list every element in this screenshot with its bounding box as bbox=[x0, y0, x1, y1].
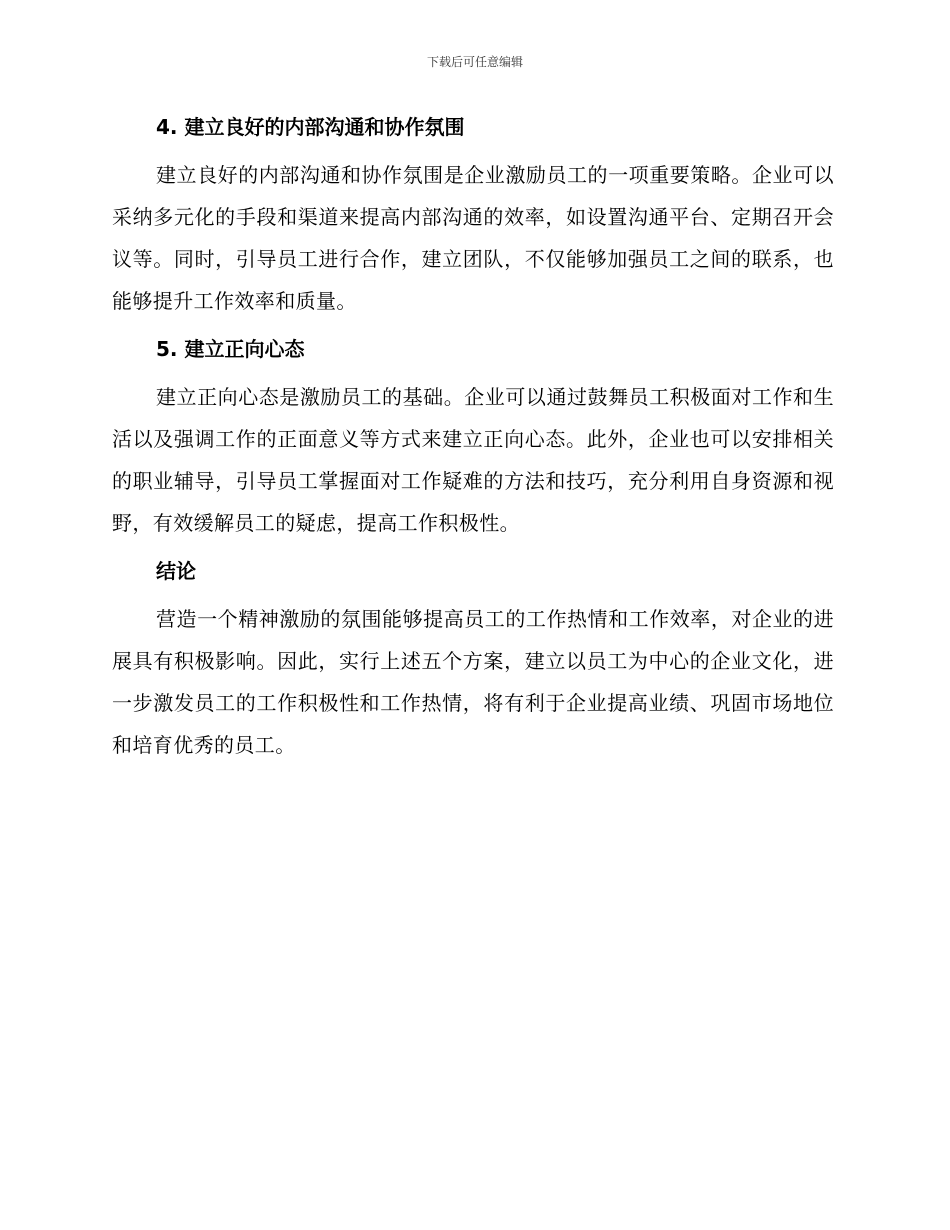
section-heading: 4. 建立良好的内部沟通和协作氛围 bbox=[156, 115, 465, 139]
page-header: 下载后可任意编辑 bbox=[426, 55, 523, 69]
section-paragraph: 建立正向心态是激励员工的基础。企业可以通过鼓舞员工积极面对工作和生活以及强调工作的正面意义等方式来建立正向心态。此外，企业也可以安排相关的职业辅导，引导员工掌握面对工作疑难的方法和技巧，充分利用自身资源和视野，有效缓解员工的疑虑，提高工作积极性。 bbox=[112, 385, 834, 535]
section-internal-communication bbox=[112, 108, 834, 322]
section-conclusion bbox=[112, 552, 834, 766]
section-heading: 5. 建立正向心态 bbox=[156, 337, 305, 361]
section-paragraph: 营造一个精神激励的氛围能够提高员工的工作热情和工作效率，对企业的进展具有积极影响。因此，实行上述五个方案，建立以员工为中心的企业文化，进一步激发员工的工作积极性和工作热情，将有利于企业提高业绩、巩固市场地位和培育优秀的员工。 bbox=[112, 607, 834, 757]
section-positive-mindset bbox=[112, 330, 834, 544]
document-body bbox=[112, 108, 834, 774]
section-paragraph: 建立良好的内部沟通和协作氛围是企业激励员工的一项重要策略。企业可以采纳多元化的手段和渠道来提高内部沟通的效率，如设置沟通平台、定期召开会议等。同时，引导员工进行合作，建立团队，不仅能够加强员工之间的联系，也能够提升工作效率和质量。 bbox=[112, 163, 834, 313]
section-heading: 结论 bbox=[156, 559, 196, 583]
